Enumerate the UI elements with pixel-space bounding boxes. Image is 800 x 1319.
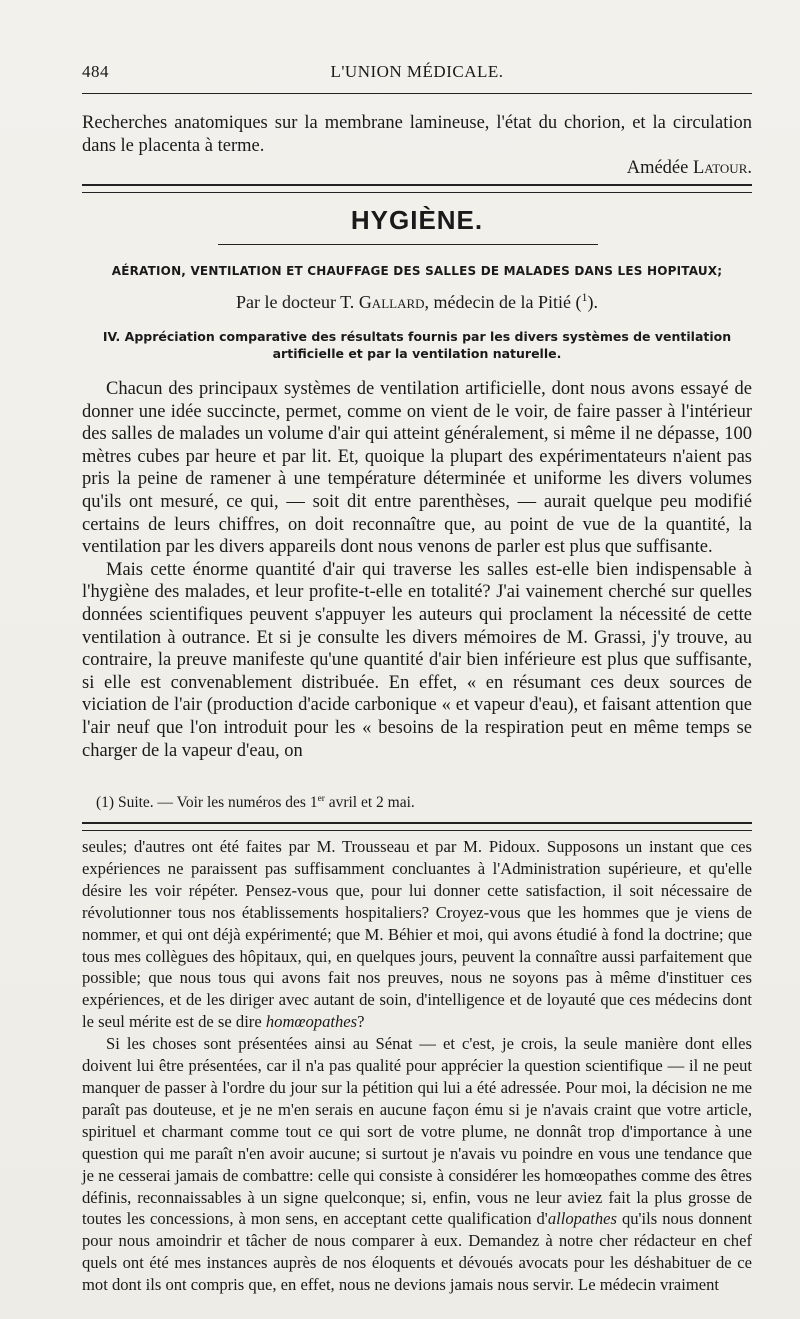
italic-term: allopathes <box>547 1209 617 1229</box>
previous-article-ending <box>82 112 752 180</box>
byline-affiliation: , médecin de la Pitié ( <box>424 292 582 312</box>
feuilleton-paragraph <box>82 836 752 1033</box>
article-title: AÉRATION, VENTILATION ET CHAUFFAGE DES SALLES DE MALADES DANS LES HOPITAUX; <box>111 264 723 278</box>
article-byline <box>82 292 752 313</box>
author-name: Gallard <box>358 292 425 312</box>
article-paragraph: Chacun des principaux systèmes de ventilation artificielle, dont nous avons essayé de donner une idée succincte, permet, comme on vient de le voir, de faire passer à l'intérieur des salles de malades un volume d'air qui atteint généralement, si même il ne dépasse, 100 mètres cubes par heure et par lit. Et, quoique la plupart des expérimentateurs n'aient pas pris la peine de ramener à une température déterminée et uniforme les divers volumes qu'ils ont mesuré, ce qui, — soit dit entre parenthèses, — aurait quelque peu modifié certains de leurs chiffres, on doit reconnaître que, au point de vue de la quantité, la ventilation par les divers appareils dont nous venons de parler est plus que suffisante. <box>82 379 752 558</box>
punctuation: ? <box>357 1012 365 1032</box>
feuilleton-text: qu'ils nous donnent pour nous amoindrir et tâcher de nous comparer à eux. Demandez à notre cher rédacteur en chef quels ont été mes instances auprès de nos éloquents et dévoués avocats pour les déshabituer de ce mot dont ils ont compris que, en effet, nous ne devions jamais nous servir. Le médecin vraiment <box>82 1209 753 1295</box>
section-title-rule <box>218 244 598 245</box>
section-separator <box>82 184 752 193</box>
running-head <box>82 62 752 86</box>
header-rule <box>82 93 752 94</box>
footnote-text-end: avril et 2 mai. <box>324 794 415 811</box>
footnote <box>96 794 752 812</box>
byline-end: ). <box>587 292 598 312</box>
feuilleton-text: Si les choses sont présentées ainsi au Sénat — et c'est, je crois, la seule manière dont elles doivent lui être présentées, car il n'a pas qualité pour apprécier la question scientifique — il ne peut manquer de passer à l'ordre du jour sur la pétition qui lui a été adressée. Pour moi, la décision ne me paraît pas douteuse, et je ne m'en serais en aucune façon ému si je n'avais craint que votre article, spirituel et charmant comme tout ce qui sort de votre plume, ne donnât trop d'importance à une question qui me paraît n'en avoir aucune; si surtout je n'avais vu poindre en vous une tendance que je ne cesserai jamais de combattre: celle qui consiste à considérer les homœopathes comme des êtres définis, reconnaissables à un signe quelconque; si, enfin, vous ne leur aviez fait la plus grosse de toutes les concessions, à mon sens, en acceptant cette qualification d' <box>82 1034 752 1229</box>
signature-last-name: Latour. <box>692 158 752 179</box>
footnote-sup: er <box>317 793 325 804</box>
feuilleton-body <box>82 836 752 1296</box>
footnote-text: (1) Suite. — Voir les numéros des 1 <box>96 794 318 811</box>
article-paragraph: Mais cette énorme quantité d'air qui traverse les salles est-elle bien indispensable à l'hygiène des malades, et leur profite-t-elle en totalité? J'ai vainement cherché sur quelles données scientifiques peuvent s'appuyer les auteurs qui proclament la nécessité de cette ventilation à outrance. Et si je consulte les divers mémoires de M. Grassi, j'y trouve, au contraire, la preuve manifeste qu'une quantité d'air bien inférieure est plus que suffisante, si elle est convenablement distribuée. En effet, « en résumant ces deux sources de viciation de l'air (production d'acide carbonique « et vapeur d'eau), et faisant attention que l'air neuf que l'on introduit pour les « besoins de la respiration peut en même temps se charger de la vapeur d'eau, on <box>82 559 752 761</box>
article-subheading: IV. Appréciation comparative des résultats fournis par les divers systèmes de ventilation artificielle et par la ventilation naturelle. <box>102 329 732 361</box>
italic-term: homœopathes <box>265 1012 358 1032</box>
signature <box>82 157 752 180</box>
article-body <box>82 378 752 762</box>
feuilleton-paragraph <box>82 1033 752 1296</box>
feuilleton-separator <box>82 822 752 831</box>
byline-footnote-marker: 1 <box>581 290 588 304</box>
journal-title: L'UNION MÉDICALE. <box>330 62 504 81</box>
byline-prefix: Par le docteur T. <box>236 292 359 312</box>
signature-first-name: Amédée <box>626 158 689 179</box>
page-number: 484 <box>82 62 109 81</box>
feuilleton-text: seules; d'autres ont été faites par M. Trousseau et par M. Pidoux. Supposons un instant que ces expériences ne paraissent pas suffisamment concluantes à l'Administration supérieure, et qu'elle désire les voir répéter. Pensez-vous que, pour lui donner cette satisfaction, il soit nécessaire de révolutionner tous nos établissements hospitaliers? Croyez-vous que les hommes que je viens de nommer, et qui ont déjà expérimenté; que M. Béhier et moi, qui avons étudié à fond la doctrine; que tous mes collègues des hôpitaux, qui, en quelques jours, peuvent la connaître aussi parfaitement que possible; que nous tous qui avons fait nos preuves, nous ne soyons pas à même d'instituer ces expériences, et de les diriger avec autant de soin, d'intelligence et de loyauté que ces médecins dont le seul mérite est de se dire <box>82 837 752 1032</box>
section-title: HYGIÈNE. <box>350 205 484 235</box>
previous-article-text: Recherches anatomiques sur la membrane lamineuse, l'état du chorion, et la circulation dans le placenta à terme. <box>82 113 752 156</box>
